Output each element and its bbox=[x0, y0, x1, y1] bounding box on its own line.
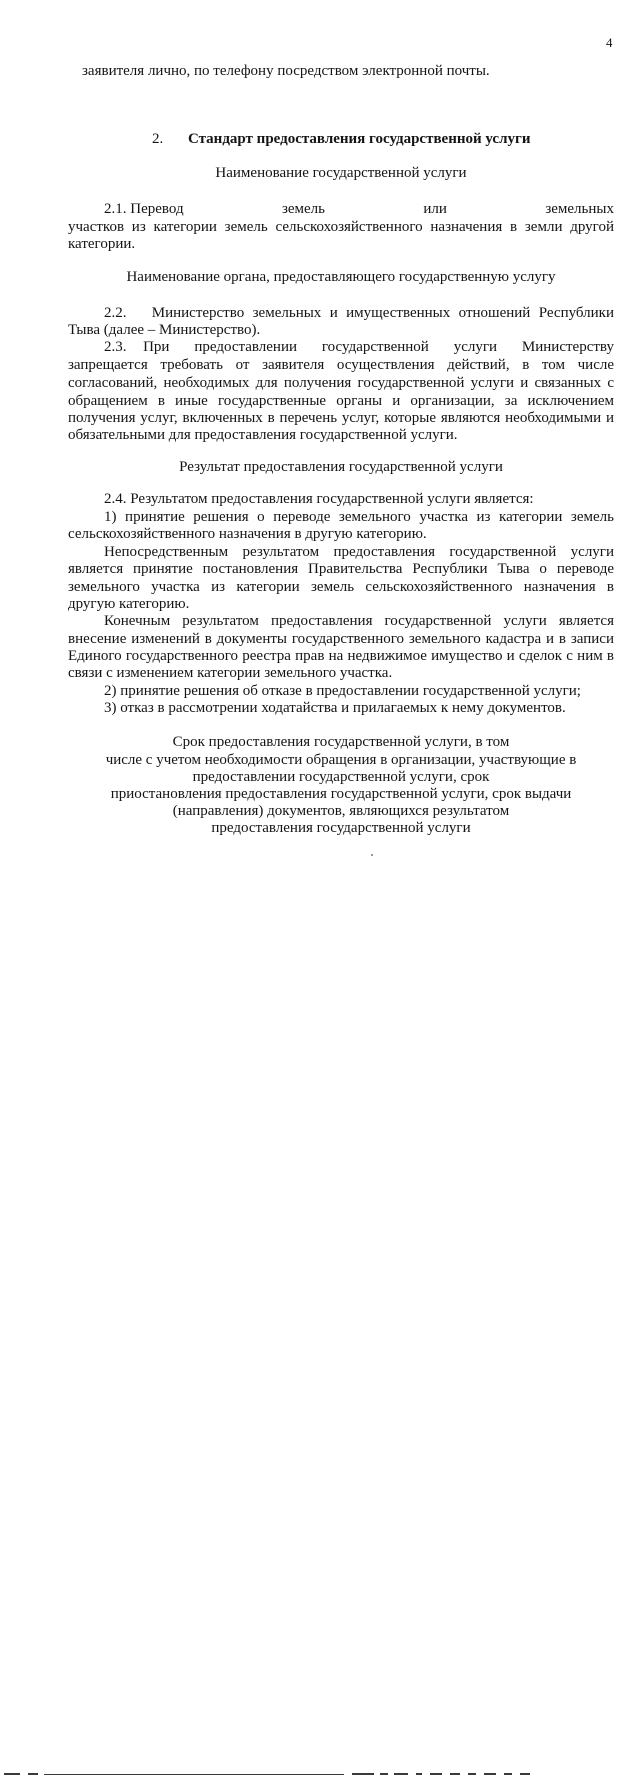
p24-line4: Непосредственным результатом предоставления государственной услуги bbox=[104, 544, 614, 560]
heading-organ: Наименование органа, предоставляющего государственную услугу bbox=[126, 269, 556, 285]
p21-line1 bbox=[104, 200, 614, 218]
p24-line3: сельскохозяйственного назначения в другую категорию. bbox=[68, 526, 427, 542]
p21-word: 2.1. Перевод bbox=[104, 201, 184, 217]
p23-line5: получения услуг, включенных в перечень услуг, которые являются необходимыми и bbox=[68, 410, 614, 426]
section-number: 2. bbox=[152, 131, 164, 147]
intro-line: заявителя лично, по телефону посредством электронной почты. bbox=[82, 63, 490, 79]
p24-line5: является принятие постановления Правительства Республики Тыва о переводе bbox=[68, 561, 614, 577]
p21-line3: категории. bbox=[68, 236, 136, 252]
heading-term-line1: Срок предоставления государственной услуги, в том bbox=[172, 734, 510, 750]
p24-line2: 1) принятие решения о переводе земельного участка из категории земель bbox=[104, 509, 614, 525]
p21-word: земель bbox=[281, 201, 326, 217]
p24-line6: земельного участка из категории земель сельскохозяйственного назначения в bbox=[68, 579, 614, 595]
heading-term-line3: предоставлении государственной услуги, срок bbox=[192, 769, 490, 785]
heading-term-line2: числе с учетом необходимости обращения в организации, участвующие в bbox=[105, 752, 577, 768]
scan-speck bbox=[371, 854, 373, 856]
p24-line7: другую категорию. bbox=[68, 596, 190, 612]
scan-edge-artifact bbox=[0, 880, 638, 904]
p23-line1: 2.3. При предоставлении государственной услуги Министерству bbox=[104, 339, 614, 355]
p24-line1: 2.4. Результатом предоставления государственной услуги является: bbox=[104, 491, 534, 507]
p24-line13: 3) отказ в рассмотрении ходатайства и прилагаемых к нему документов. bbox=[104, 700, 566, 716]
p24-line11: связи с изменением категории земельного участка. bbox=[68, 665, 393, 681]
p24-line8: Конечным результатом предоставления государственной услуги является bbox=[104, 613, 614, 629]
p23-line6: обязательными для предоставления государственной услуги. bbox=[68, 427, 458, 443]
p21-word: земельных bbox=[545, 201, 614, 217]
heading-term-line6: предоставления государственной услуги bbox=[211, 820, 471, 836]
heading-result: Результат предоставления государственной услуги bbox=[179, 459, 503, 475]
p24-line12: 2) принятие решения об отказе в предоставлении государственной услуги; bbox=[104, 683, 581, 699]
heading-service-name: Наименование государственной услуги bbox=[215, 165, 467, 181]
page-number: 4 bbox=[606, 35, 613, 50]
p23-line3: согласований, необходимых для получения государственной услуги и связанных с bbox=[68, 375, 614, 391]
p24-line10: Единого государственного реестра прав на недвижимое имущество и сделок с ним в bbox=[68, 648, 614, 664]
p22-line1: 2.2. Министерство земельных и имущественных отношений Республики bbox=[104, 305, 614, 321]
section-title: Стандарт предоставления государственной услуги bbox=[188, 131, 531, 147]
p23-line4: обращением в иные государственные органы и организации, за исключением bbox=[68, 393, 614, 409]
p24-line9: внесение изменений в документы государственного земельного кадастра и в записи bbox=[68, 631, 614, 647]
p21-word: или bbox=[423, 201, 447, 217]
p21-line2: участков из категории земель сельскохозяйственного назначения в земли другой bbox=[68, 219, 614, 235]
heading-term-line4: приостановления предоставления государственной услуги, срок выдачи bbox=[110, 786, 572, 802]
p23-line2: запрещается требовать от заявителя осуществления действий, в том числе bbox=[68, 357, 614, 373]
heading-term-line5: (направления) документов, являющихся результатом bbox=[172, 803, 510, 819]
p22-line2: Тыва (далее – Министерство). bbox=[68, 322, 261, 338]
